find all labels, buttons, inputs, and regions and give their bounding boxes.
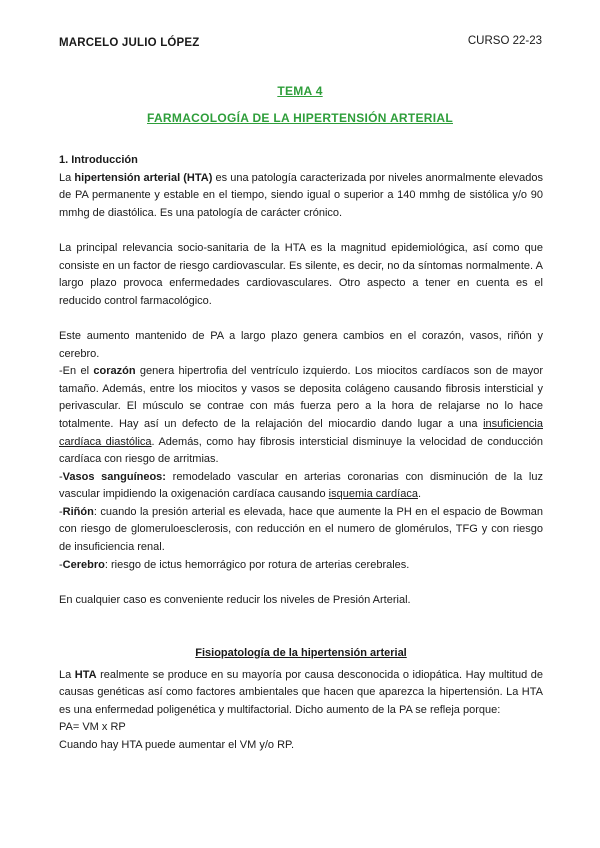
- paragraph-rinon: [59, 504, 543, 557]
- author-name: MARCELO JULIO LÓPEZ: [59, 37, 200, 49]
- text: genera hipertrofia del ventrículo izquierdo. Los miocitos cardíacos son de mayor tamaño. Además, entre los miocitos y vasos se deposita colágeno causando fibrosis intersticial y perivascular. El músculo se contrae con más fuerza pero a la hora de relajarse no lo hace totalmente. Hay así un defecto de la relajación del miocardio dando lugar a una: [59, 365, 543, 430]
- spacer: [59, 310, 543, 328]
- paragraph-vasos: [59, 469, 543, 504]
- bold-term: Cerebro: [62, 558, 105, 571]
- spacer: [59, 222, 543, 240]
- paragraph-hta-effect: Cuando hay HTA puede aumentar el VM y/o RP.: [59, 738, 295, 751]
- formula: PA= VM x RP: [59, 721, 126, 734]
- paragraph-relevance: La principal relevancia socio-sanitaria de la HTA es la magnitud epidemiológica, así como que consiste en un factor de riesgo cardiovascular. Es silente, es decir, no da síntomas normalmente. A largo plazo provoca enfermedades cardiovasculares. Otro aspecto a tener en cuenta es el reducido control farmacológico.: [59, 241, 543, 307]
- section-heading: Fisiopatología de la hipertensión arterial: [195, 647, 407, 659]
- underlined-term: insuficiencia cardíaca diastólica: [59, 417, 543, 448]
- text: -En el: [59, 365, 94, 378]
- section-introduccion: [59, 152, 543, 609]
- text: : riesgo de ictus hemorrágico por rotura de arterias cerebrales.: [104, 558, 410, 571]
- bold-term: hipertensión arterial (HTA): [74, 171, 213, 184]
- text: realmente se produce en su mayoría por causa desconocida o idiopática. Hay multitud de causas genéticas así como factores ambientales que hacen que aparezca la hipertensión. La HTA es una enfermedad poligenética y multifactorial. Dicho aumento de la PA se refleja porque:: [59, 668, 543, 716]
- bold-term: HTA: [74, 668, 97, 681]
- bold-term: Riñón: [62, 505, 94, 518]
- text: La: [59, 171, 75, 184]
- text: -: [59, 505, 63, 518]
- text: : cuando la presión arterial es elevada, hace que aumente la PH en el espacio de Bowman con riesgo de glomeruloesclerosis, con reducción en el numero de glomérulos, TFG y con riesgo de insuficiencia renal.: [59, 505, 543, 554]
- course-label: CURSO 22-23: [467, 35, 542, 47]
- paragraph-cerebro: [59, 557, 543, 575]
- paragraph-definition: [59, 170, 543, 223]
- bold-term: corazón: [93, 365, 136, 378]
- text: La: [59, 668, 75, 681]
- tema-title: TEMA 4: [277, 84, 323, 98]
- subject-title: FARMACOLOGÍA DE LA HIPERTENSIÓN ARTERIAL: [147, 111, 453, 125]
- text: -: [59, 558, 63, 571]
- section-fisiopatologia: [59, 645, 543, 755]
- paragraph-corazon: [59, 363, 543, 469]
- paragraph-changes: Este aumento mantenido de PA a largo plazo genera cambios en el corazón, vasos, riñón y cerebro.: [59, 329, 543, 360]
- spacer: [59, 574, 543, 592]
- text: remodelado vascular en arterias coronarias con disminución de la luz vascular impidiendo la oxigenación cardíaca causando: [59, 470, 543, 501]
- text: . Además, como hay fibrosis intersticial disminuye la velocidad de conducción cardíaca con riesgo de arritmias.: [59, 435, 543, 466]
- paragraph-conclusion: En cualquier caso es conveniente reducir los niveles de Presión Arterial.: [59, 593, 411, 606]
- section-heading: 1. Introducción: [59, 154, 138, 166]
- paragraph-hta: [59, 667, 543, 720]
- text: -: [59, 470, 63, 483]
- text: .: [417, 488, 422, 501]
- underlined-term: isquemia cardíaca: [328, 488, 418, 501]
- bold-term: Vasos sanguíneos:: [62, 470, 166, 483]
- text: es una patología caracterizada por niveles anormalmente elevados de PA permanente y estable en el tiempo, siendo igual o superior a 140 mmhg de sistólica y/o 90 mmhg de diastólica. Es una patología de carácter crónico.: [59, 171, 543, 219]
